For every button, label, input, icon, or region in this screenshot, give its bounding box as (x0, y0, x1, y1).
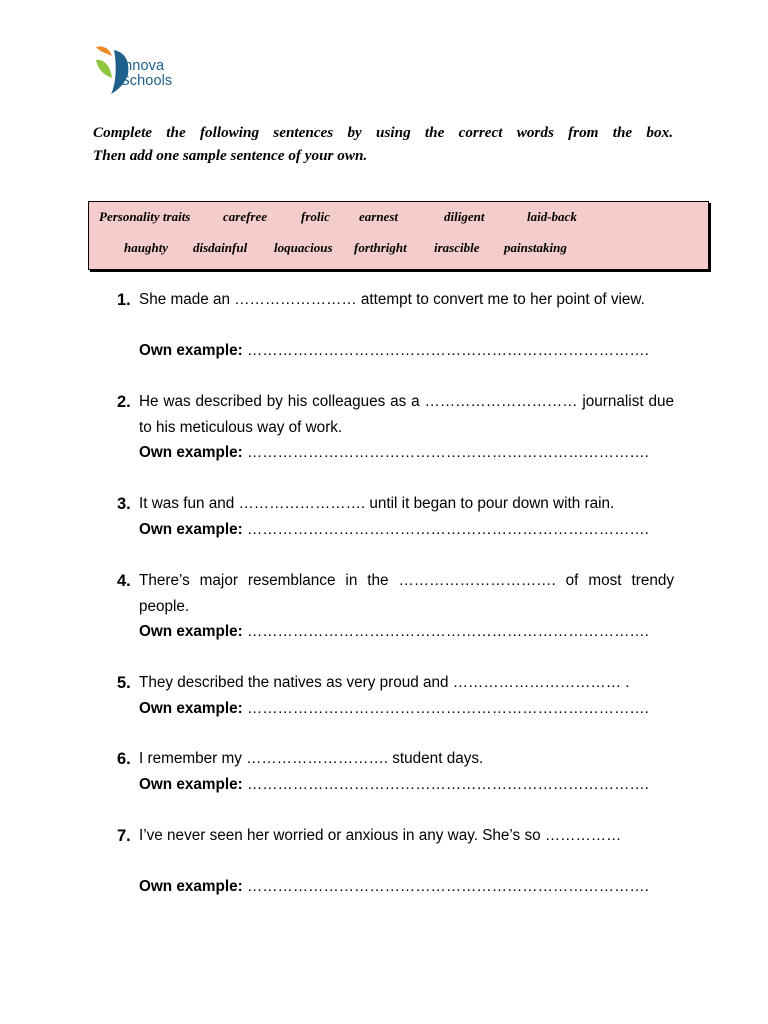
item-sentence: There’s major resemblance in the …………………………. of most trendy people. (139, 572, 674, 615)
own-example-blank: ……………………………………………………………………. (242, 444, 649, 461)
word-forthright: forthright (354, 240, 407, 255)
own-example-label: Own example: (139, 444, 243, 461)
own-example-label: Own example: (139, 342, 243, 359)
item-sentence: I remember my ………………………. student days. (139, 750, 484, 767)
word-earnest: earnest (359, 209, 398, 224)
item-sentence: She made an …………………… attempt to convert me to her point of view. (139, 291, 645, 308)
own-example-line (139, 338, 649, 364)
own-example-blank: ……………………………………………………………………. (242, 700, 649, 717)
own-example-label: Own example: (139, 521, 243, 538)
item-sentence: He was described by his colleagues as a ………………………… journalist due to his meticulous way of work. (139, 393, 674, 436)
word-frolic: frolic (301, 209, 330, 224)
item-sentence: I’ve never seen her worried or anxious in any way. She’s so …………… (139, 827, 622, 844)
word-box (88, 201, 709, 270)
own-example-blank: ……………………………………………………………………. (242, 521, 649, 538)
own-example-line (139, 772, 649, 798)
own-example-line (139, 517, 649, 543)
own-example-label: Own example: (139, 878, 243, 895)
own-example-label: Own example: (139, 700, 243, 717)
word-disdainful: disdainful (193, 240, 248, 255)
own-example-label: Own example: (139, 776, 243, 793)
instructions (93, 121, 673, 167)
own-example-blank: ……………………………………………………………………. (242, 342, 649, 359)
item-sentence: They described the natives as very proud and …………………………… . (139, 674, 630, 691)
word-diligent: diligent (444, 209, 485, 224)
word-loquacious: loquacious (274, 240, 333, 255)
own-example-blank: ……………………………………………………………………. (242, 623, 649, 640)
item-number: 4. (117, 572, 131, 590)
word-carefree: carefree (223, 209, 268, 224)
own-example-line (139, 440, 649, 466)
innova-schools-logo (94, 44, 214, 96)
item-number: 2. (117, 393, 131, 411)
logo-text-innova: Innova (120, 58, 165, 74)
item-number: 3. (117, 495, 131, 513)
own-example-line (139, 619, 649, 645)
own-example-line (139, 696, 649, 722)
word-irascible: irascible (434, 240, 480, 255)
item-number: 5. (117, 674, 131, 692)
word-box-title: Personality traits (99, 209, 191, 224)
item-number: 7. (117, 827, 131, 845)
own-example-line (139, 874, 649, 900)
word-painstaking: painstaking (504, 240, 567, 255)
own-example-blank: ……………………………………………………………………. (242, 776, 649, 793)
item-sentence: It was fun and ……………………. until it began to pour down with rain. (139, 495, 615, 512)
item-number: 1. (117, 291, 131, 309)
word-laid-back: laid-back (527, 209, 577, 224)
item-number: 6. (117, 750, 131, 768)
instructions-line-1: Complete the following sentences by using the correct words from the box. (93, 124, 673, 141)
word-haughty: haughty (124, 240, 169, 255)
instructions-line-2: Then add one sample sentence of your own. (93, 147, 368, 164)
own-example-label: Own example: (139, 623, 243, 640)
own-example-blank: ……………………………………………………………………. (242, 878, 649, 895)
logo-text-schools: Schools (120, 73, 173, 89)
